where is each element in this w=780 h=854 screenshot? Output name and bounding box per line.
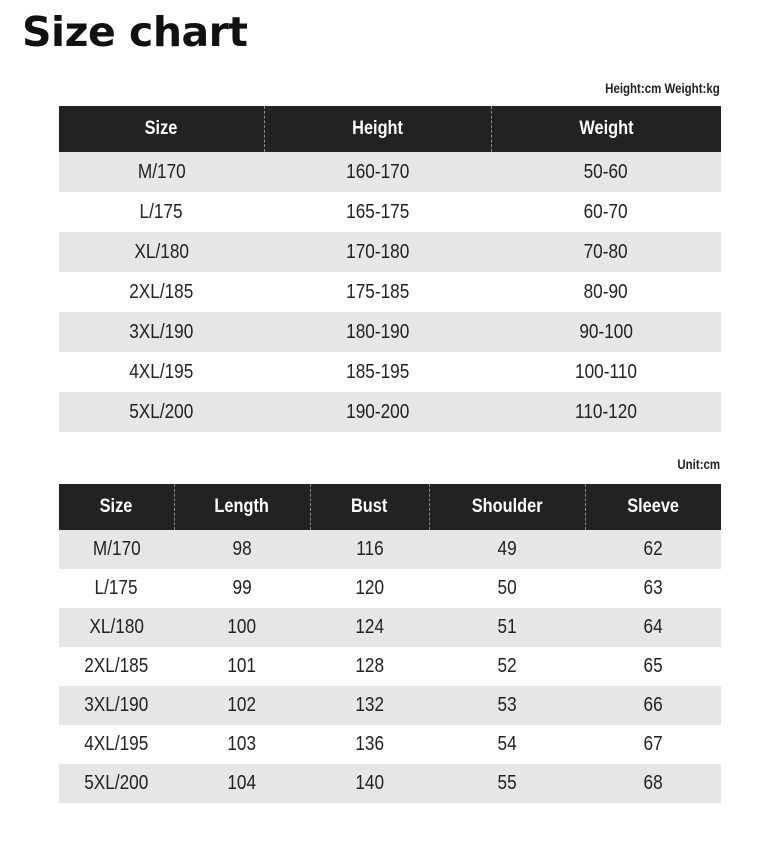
bust-cell: 116 (310, 530, 429, 569)
table-row (59, 764, 721, 803)
shoulder-cell: 53 (429, 686, 585, 725)
table-row (59, 192, 721, 232)
size-cell: M/170 (59, 530, 174, 569)
bust-cell: 120 (355, 577, 384, 599)
column-header-length: Length (174, 484, 310, 530)
shoulder-cell: 51 (429, 608, 585, 647)
table-row (59, 232, 721, 272)
shoulder-cell: 49 (429, 530, 585, 569)
sleeve-cell: 64 (585, 608, 721, 647)
size-cell: 4XL/195 (84, 733, 149, 755)
bust-cell: 128 (355, 655, 384, 677)
height-cell: 190-200 (264, 392, 491, 432)
length-cell: 103 (227, 733, 257, 755)
size-cell: 3XL/190 (59, 686, 174, 725)
size-cell: M/170 (59, 152, 264, 192)
size-cell: XL/180 (59, 232, 264, 272)
sleeve-cell: 63 (643, 577, 663, 599)
column-header-weight: Weight (491, 106, 721, 152)
height-cell: 180-190 (264, 312, 491, 352)
length-cell: 98 (174, 530, 310, 569)
height-cell: 170-180 (264, 232, 491, 272)
height-cell: 165-175 (345, 200, 410, 223)
length-cell: 101 (227, 655, 257, 677)
table-header-row (59, 484, 721, 530)
body-measurement-table (59, 106, 721, 432)
height-cell: 185-195 (345, 360, 410, 383)
column-header-height: Height (264, 106, 491, 152)
sleeve-cell: 66 (585, 686, 721, 725)
weight-cell: 80-90 (584, 280, 628, 303)
column-header-bust: Bust (310, 484, 429, 530)
table-row (59, 152, 721, 192)
size-cell: 2XL/185 (84, 655, 149, 677)
table-row (59, 569, 721, 608)
page-title: Size chart (22, 8, 248, 56)
column-header-sleeve: Sleeve (585, 484, 721, 530)
shoulder-cell: 55 (429, 764, 585, 803)
size-cell: 4XL/195 (129, 360, 194, 383)
size-cell: L/175 (139, 200, 184, 223)
table-row (59, 686, 721, 725)
column-header-size: Size (59, 484, 174, 530)
weight-cell: 90-100 (491, 312, 721, 352)
size-cell: 5XL/200 (59, 764, 174, 803)
table-row (59, 312, 721, 352)
size-cell: L/175 (94, 577, 139, 599)
table-row (59, 352, 721, 392)
size-cell: 5XL/200 (59, 392, 264, 432)
size-cell: 2XL/185 (129, 280, 194, 303)
size-cell: 3XL/190 (59, 312, 264, 352)
sleeve-cell: 67 (643, 733, 663, 755)
table-row (59, 647, 721, 686)
shoulder-cell: 52 (497, 655, 517, 677)
sleeve-cell: 68 (585, 764, 721, 803)
weight-cell: 60-70 (584, 200, 628, 223)
weight-cell: 70-80 (491, 232, 721, 272)
shoulder-cell: 50 (497, 577, 517, 599)
table-row (59, 272, 721, 312)
table-row (59, 392, 721, 432)
bust-cell: 132 (310, 686, 429, 725)
garment-measurement-table (59, 484, 721, 803)
table-row (59, 725, 721, 764)
column-header-shoulder: Shoulder (429, 484, 585, 530)
length-cell: 104 (174, 764, 310, 803)
shoulder-cell: 54 (497, 733, 517, 755)
weight-cell: 110-120 (491, 392, 721, 432)
table-row (59, 608, 721, 647)
size-cell: XL/180 (59, 608, 174, 647)
bust-cell: 140 (310, 764, 429, 803)
length-cell: 100 (174, 608, 310, 647)
table-header-row (59, 106, 721, 152)
body-table-unit-note: Height:cm Weight:kg (605, 80, 720, 96)
table-row (59, 530, 721, 569)
length-cell: 99 (232, 577, 252, 599)
height-cell: 160-170 (264, 152, 491, 192)
sleeve-cell: 62 (585, 530, 721, 569)
sleeve-cell: 65 (643, 655, 663, 677)
bust-cell: 124 (310, 608, 429, 647)
column-header-size: Size (59, 106, 264, 152)
bust-cell: 136 (355, 733, 384, 755)
height-cell: 175-185 (345, 280, 410, 303)
weight-cell: 50-60 (491, 152, 721, 192)
weight-cell: 100-110 (575, 360, 637, 383)
garment-table-unit-note: Unit:cm (677, 456, 720, 472)
length-cell: 102 (174, 686, 310, 725)
